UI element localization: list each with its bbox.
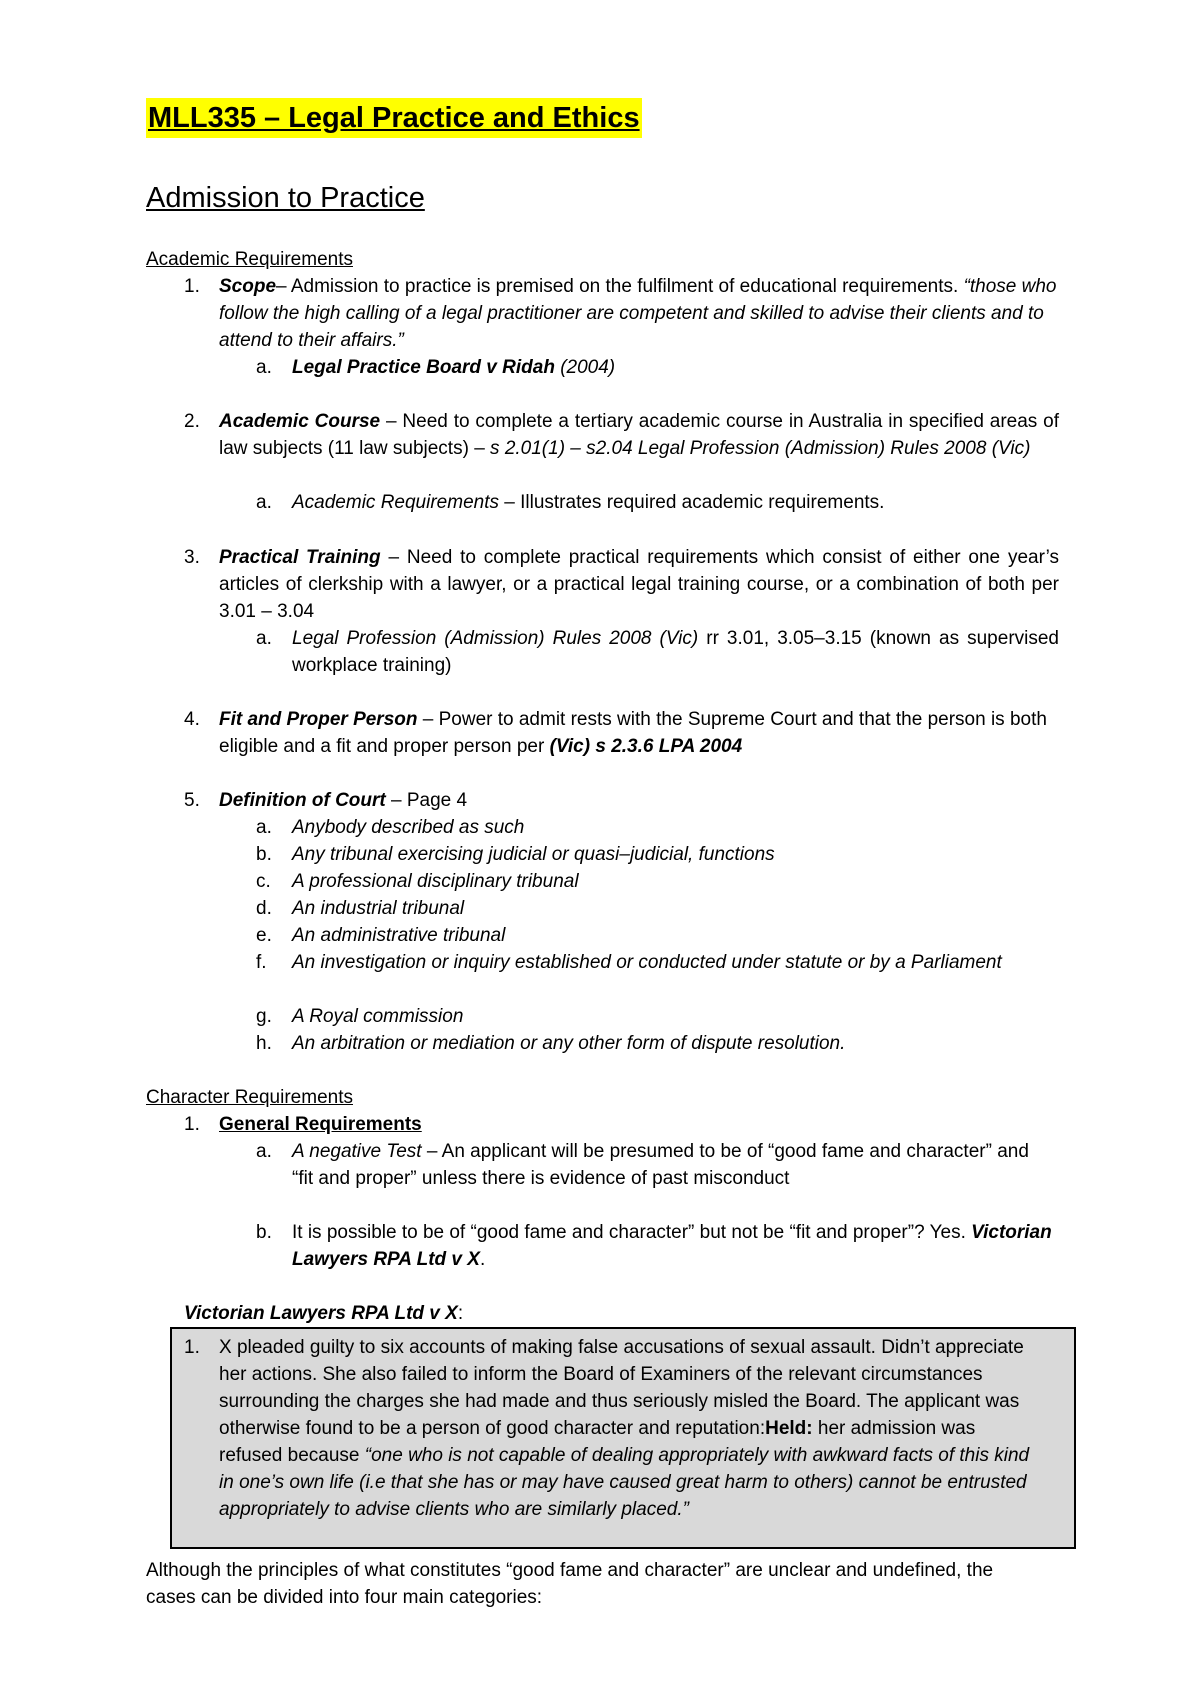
- sub-text: An administrative tribunal: [292, 925, 506, 946]
- sub-marker: a.: [256, 817, 272, 838]
- sub-marker: a.: [256, 628, 272, 649]
- item-term: Fit and Proper Person: [219, 709, 418, 730]
- sub-item: [292, 1030, 1059, 1057]
- list-marker: 4.: [184, 709, 200, 730]
- held-quote: “one who is not capable of dealing appropriately with awkward facts of this kind in one’s own life (i.e that she has or may have caused great harm to others) cannot be entrusted appropriately to advise clients who are similarly placed.”: [219, 1445, 1030, 1520]
- sub-text: Any tribunal exercising judicial or quasi–judicial, functions: [292, 844, 775, 865]
- sub-item: [292, 625, 1059, 679]
- list-item-practical-training: [219, 544, 1059, 625]
- document-title: MLL335 – Legal Practice and Ethics: [146, 98, 642, 138]
- sub-text: A professional disciplinary tribunal: [292, 871, 579, 892]
- item-reference: (Vic) s 2.3.6 LPA 2004: [549, 736, 743, 757]
- case-summary-text: [219, 1334, 1039, 1523]
- sub-item-good-fame: [292, 1219, 1052, 1273]
- sub-item: [292, 1003, 1059, 1030]
- sub-marker: g.: [256, 1006, 272, 1027]
- list-item-fit-and-proper: [219, 706, 1069, 760]
- sub-marker: f.: [256, 952, 267, 973]
- sub-text: An industrial tribunal: [292, 898, 465, 919]
- item-term: Scope: [219, 276, 277, 297]
- item-term: General Requirements: [219, 1114, 422, 1135]
- sub-text: – An applicant will be presumed to be of “good fame and character” and “fit and proper” unless there is evidence of past misconduct: [292, 1141, 1029, 1189]
- sub-lead: A negative Test: [292, 1141, 422, 1162]
- list-marker: 5.: [184, 790, 200, 811]
- sub-item-negative-test: [292, 1138, 1052, 1192]
- sub-end: .: [479, 1249, 486, 1270]
- list-marker: 1.: [184, 1114, 200, 1135]
- case-name: Victorian Lawyers RPA Ltd v X: [292, 1222, 1052, 1270]
- section-heading: Admission to Practice: [146, 182, 425, 214]
- sub-text: An arbitration or mediation or any other form of dispute resolution.: [292, 1033, 846, 1054]
- list-item-scope: [219, 273, 1059, 354]
- case-facts: X pleaded guilty to six accounts of making false accusations of sexual assault. Didn’t appreciate her actions. She also failed to inform the Board of Examiners of the relevant circumstances surrounding the charges she had made and thus seriously misled the Board. The applicant was otherwise found to be a person of good character and reputation:: [219, 1337, 1024, 1439]
- held-label: Held:: [765, 1418, 813, 1439]
- sub-item: [292, 949, 1059, 976]
- sub-text: A Royal commission: [292, 1006, 464, 1027]
- sub-marker: a.: [256, 1141, 272, 1162]
- sub-lead: Academic Requirements: [292, 492, 499, 513]
- sub-item: [292, 489, 1072, 516]
- sub-item: [292, 868, 1059, 895]
- sub-text: An investigation or inquiry established or conducted under statute or by a Parliament: [292, 952, 1002, 973]
- case-summary-box: [170, 1327, 1076, 1549]
- item-text: – Page 4: [385, 790, 468, 811]
- item-text: – Power to admit rests with the Supreme Court and that the person is both eligible and a fit and proper person per: [219, 709, 1047, 757]
- closing-paragraph: Although the principles of what constitutes “good fame and character” are unclear and undefined, the cases can be divided into four main categories:: [146, 1560, 994, 1608]
- item-text: – Admission to practice is premised on the fulfilment of educational requirements.: [276, 276, 964, 297]
- case-title-name: Victorian Lawyers RPA Ltd v X: [184, 1303, 458, 1324]
- sub-text: – Illustrates required academic requirements.: [498, 492, 885, 513]
- sub-text: It is possible to be of “good fame and character” but not be “fit and proper”? Yes.: [292, 1222, 972, 1243]
- sub-marker: a.: [256, 357, 272, 378]
- sub-marker: e.: [256, 925, 272, 946]
- sub-item: [292, 895, 1059, 922]
- sub-marker: h.: [256, 1033, 272, 1054]
- item-reference: s 2.01(1) – s2.04 Legal Profession (Admission) Rules 2008 (Vic): [490, 438, 1031, 459]
- sub-text: Anybody described as such: [292, 817, 525, 838]
- item-text: – Need to complete a tertiary academic course in Australia in specified areas of law subjects (11 law subjects) –: [219, 411, 1060, 459]
- sub-text: rr 3.01, 3.05–3.15 (known as supervised workplace training): [292, 628, 1059, 676]
- sub-marker: a.: [256, 492, 272, 513]
- sub-marker: d.: [256, 898, 272, 919]
- sub-item: [292, 841, 1059, 868]
- academic-requirements-heading: Academic Requirements: [146, 249, 353, 270]
- list-marker: 2.: [184, 411, 200, 432]
- character-requirements-heading: Character Requirements: [146, 1087, 353, 1108]
- sub-lead: Legal Profession (Admission) Rules 2008 (Vic): [292, 628, 699, 649]
- list-marker: 3.: [184, 547, 200, 568]
- item-text: – Need to complete practical requirements which consist of either one year’s articles of clerkship with a lawyer, or a practical legal training course, or a combination of both per 3.01 – 3.04: [219, 547, 1059, 622]
- case-title: [184, 1300, 984, 1327]
- sub-item-case: [292, 354, 1052, 381]
- sub-item: [292, 922, 1059, 949]
- item-term: Practical Training: [219, 547, 381, 568]
- list-item-definition-of-court: [219, 787, 1059, 814]
- case-name: Legal Practice Board v Ridah: [292, 357, 555, 378]
- item-term: Academic Course: [219, 411, 381, 432]
- item-quote: “those who follow the high calling of a legal practitioner are competent and skilled to advise their clients and to attend to their affairs.”: [219, 276, 1057, 351]
- sub-marker: c.: [256, 871, 271, 892]
- sub-marker: b.: [256, 1222, 272, 1243]
- case-year: (2004): [554, 357, 616, 378]
- list-item-academic-course: [219, 408, 1059, 462]
- sub-marker: b.: [256, 844, 272, 865]
- item-term: Definition of Court: [219, 790, 386, 811]
- list-marker: 1.: [184, 276, 200, 297]
- list-marker: 1.: [184, 1337, 200, 1358]
- case-title-end: :: [457, 1303, 464, 1324]
- sub-item: [292, 814, 1059, 841]
- held-text: her admission was refused because: [219, 1418, 976, 1466]
- list-item-general-requirements: [219, 1111, 1059, 1138]
